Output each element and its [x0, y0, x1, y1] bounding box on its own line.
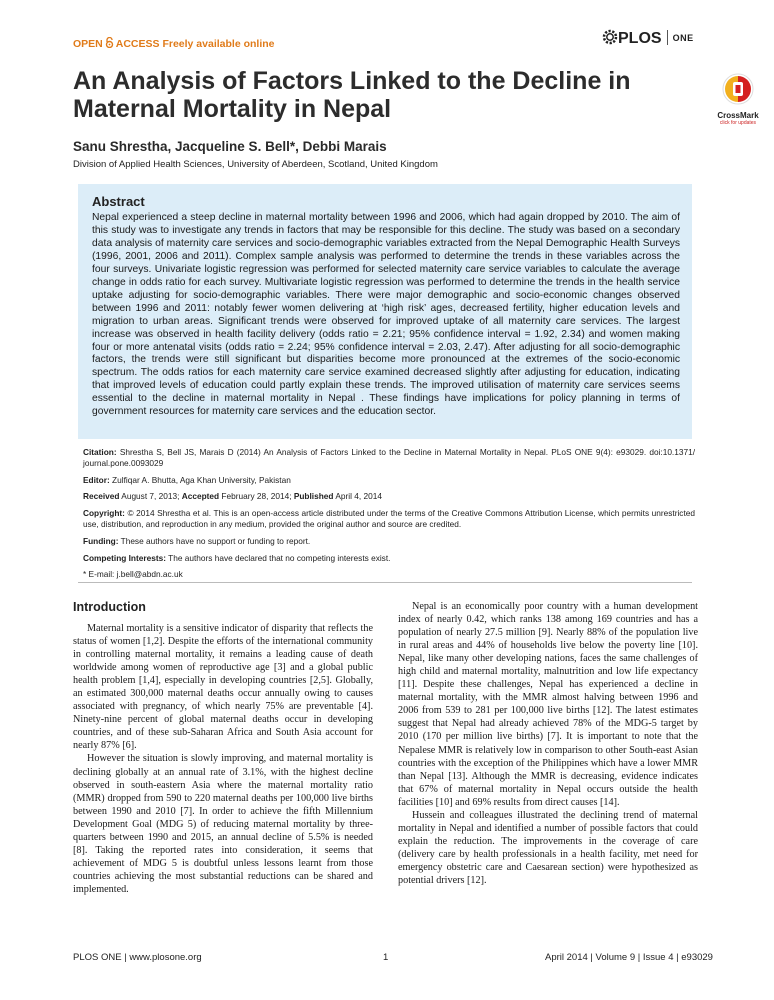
footer-journal[interactable]: PLOS ONE | www.plosone.org	[73, 952, 202, 963]
page-number: 1	[383, 952, 389, 963]
plos-gear-icon	[602, 29, 618, 45]
open-access-lock-icon	[105, 37, 114, 48]
section-divider	[78, 582, 692, 583]
competing-interests	[83, 553, 695, 564]
editor	[83, 475, 695, 486]
article-title: An Analysis of Factors Linked to the Decline in Maternal Mortality in Nepal	[73, 67, 631, 123]
abstract-text: Nepal experienced a steep decline in maternal mortality between 1996 and 2006, which had again dropped by 2010. The aim of this study was to investigate any trends in factors that may be responsible for this decline. The study was based on a secondary data analysis of maternity care services and socio-demographic variables extracted from the Nepal Demographic Health Surveys (1996, 2001, 2006 and 2011). Complex sample analysis was performed to determine the trends in these variables across the four surveys. Univariate logistic regression was performed for selected maternity care service variables to calculate the average change in odds ratio for each survey. Multivariate logistic regression was performed to determine the trends in the health service uptake adjusting for socio-demographic variables. There were major demographic and socio-economic changes observed between 1996 and 2011: notably fewer women delivering at ‘high risk’ ages, decreased fertility, higher education levels and migration to urban areas. Significant trends were observed for improved uptake of all maternity care services. The largest increase was observed in health facility delivery (odds ratio = 2.21; 95% confidence interval = 1.92, 2.34) and women making four or more antenatal visits (odds ratio = 2.24; 95% confidence interval = 2.03, 2.47). After adjusting for all socio-demographic factors, the trends were still significant but disparities become more pronounced at the extremes of the socio-economic spectrum. The odds ratios for each maternity care service examined decreased slightly after adjusting for education, indicating that improved levels of education could partly explain these trends. The improved utilisation of maternity care services seems essential to the decline in maternal mortality in Nepal . These findings have implications for policy planning in terms of government resources for maternity care services and the education sector.	[92, 212, 680, 418]
footer-issue-info: April 2014 | Volume 9 | Issue 4 | e93029	[545, 952, 713, 963]
open-access-banner	[73, 37, 275, 50]
citation-label: Citation:	[83, 447, 117, 457]
paragraph: Maternal mortality is a sensitive indicator of disparity that reflects the status of women [1,2]. Despite the efforts of the international community in controlling maternal mortality, it remains a leading cause of death worldwide among women of reproductive age [3] and a global public health problem [1,4], especially in developing countries [2,5]. Globally, an estimated 300,000 maternal deaths occur annually owing to causes associated with pregnancy, of which nearly 75% are preventable [4]. Ninety-nine percent of global maternal deaths occur in developing countries, and of these sub-Saharan Africa and South Asia account for nearly 87% [6].	[73, 623, 373, 752]
article-metadata	[83, 447, 695, 586]
affiliation: Division of Applied Health Sciences, University of Aberdeen, Scotland, United Kingdom	[73, 159, 438, 170]
citation-text: Shrestha S, Bell JS, Marais D (2014) An Analysis of Factors Linked to the Decline in Maternal Mortality in Nepal. PLoS ONE 9(4): e93029. doi:10.1371/ journal.pone.0093029	[83, 447, 695, 468]
editor-label: Editor:	[83, 474, 110, 485]
copyright	[83, 508, 695, 530]
paragraph: Hussein and colleagues illustrated the declining trend of maternal mortality in Nepal and identified a number of possible factors that could explain the reduction. The improvements in the coverage of care (delivery care by health professionals in a health facility, met need for emergency obstetric care and Caesarean section) were hypothesized as potential drivers [12].	[398, 809, 698, 886]
body-column-left	[73, 622, 373, 896]
accepted-date: February 28, 2014;	[221, 491, 292, 502]
author-list: Sanu Shrestha, Jacqueline S. Bell*, Debbi Marais	[73, 139, 387, 154]
accepted-label: Accepted	[181, 491, 220, 502]
funding-label: Funding:	[83, 535, 119, 546]
copyright-text: © 2014 Shrestha et al. This is an open-access article distributed under the terms of the Creative Commons Attribution License, which permits unrestricted use, distribution, and reproduction in any medium, provided the original author and source are credited.	[83, 508, 695, 529]
published-date: April 4, 2014	[335, 491, 382, 502]
received-label: Received	[83, 491, 120, 502]
copyright-label: Copyright:	[83, 508, 125, 519]
abstract-heading: Abstract	[92, 194, 145, 209]
editor-text: Zulfiqar A. Bhutta, Aga Khan University, Pakistan	[112, 474, 291, 485]
published-label: Published	[293, 491, 334, 502]
introduction-heading: Introduction	[73, 600, 146, 614]
citation	[83, 447, 695, 469]
crossmark-badge[interactable]	[714, 72, 762, 124]
crossmark-label: CrossMark	[717, 111, 759, 120]
received-date: August 7, 2013;	[121, 491, 180, 502]
plos-one-logo[interactable]	[602, 29, 702, 51]
funding-text: These authors have no support or funding to report.	[120, 535, 311, 546]
competing-text: The authors have declared that no competing interests exist.	[168, 552, 391, 563]
competing-label: Competing Interests:	[83, 552, 166, 563]
plos-logo-text: PLOS	[618, 30, 662, 47]
paragraph: Nepal is an economically poor country with a human development index of nearly 0.42, which ranks 138 among 169 countries and has a population of nearly 27.5 million [9]. Nearly 88% of the population live in rural areas and 44% of households live below the poverty line [10]. Nepal, like many other developing nations, faces the same challenges of high child and maternal mortality, malnutrition and low life expectancy [11]. Despite these challenges, Nepal has experienced a decline in maternal mortality, with the MMR almost halving between 1996 and 2006 from 539 to 281 per 100,000 live births [12]. The latest estimates suggest that Nepal had already achieved 78% of the MDG-5 target by 2010 (170 per million live births) [7]. It is important to note that the Nepalese MMR is relatively low in comparison to other South-east Asian countries with the exception of the Philippines which have a lower MMR than Nepal [13]. Although the MMR is decreasing, evidence indicates that 67% of maternal mortality in Nepal occurs outside the health facilities [10] and 69% results from direct causes [14].	[398, 601, 698, 808]
logo-divider	[667, 30, 668, 45]
access-label: ACCESS Freely available online	[115, 38, 275, 50]
body-column-right	[398, 600, 698, 887]
corresponding-email[interactable]: * E-mail: j.bell@abdn.ac.uk	[83, 569, 183, 580]
paragraph: However the situation is slowly improving, and maternal mortality is declining globally at an annual rate of 3.1%, with the highest decline observed in south-eastern Asia where the maternal mortality ratio (MMR) dropped from 590 to 220 maternal deaths per 100,000 live births between 1990 and 2010 [7]. In order to achieve the fifth Millennium Development Goal (MDG 5) of reducing maternal mortality by three-quarters between 1990 and 2015, an annual decline of 5.5% is needed [8]. Taking the reported rates into consideration, it seems that achievement of MDG 5 is doubtful unless lessons learnt from those countries achieving the most substantial reductions can be shared and implemented.	[73, 753, 373, 895]
funding	[83, 536, 695, 547]
crossmark-sublabel: click for updates	[719, 120, 757, 126]
plos-logo-suffix: ONE	[672, 33, 694, 43]
open-label: OPEN	[73, 38, 103, 50]
crossmark-icon	[714, 72, 762, 108]
dates	[83, 491, 695, 502]
